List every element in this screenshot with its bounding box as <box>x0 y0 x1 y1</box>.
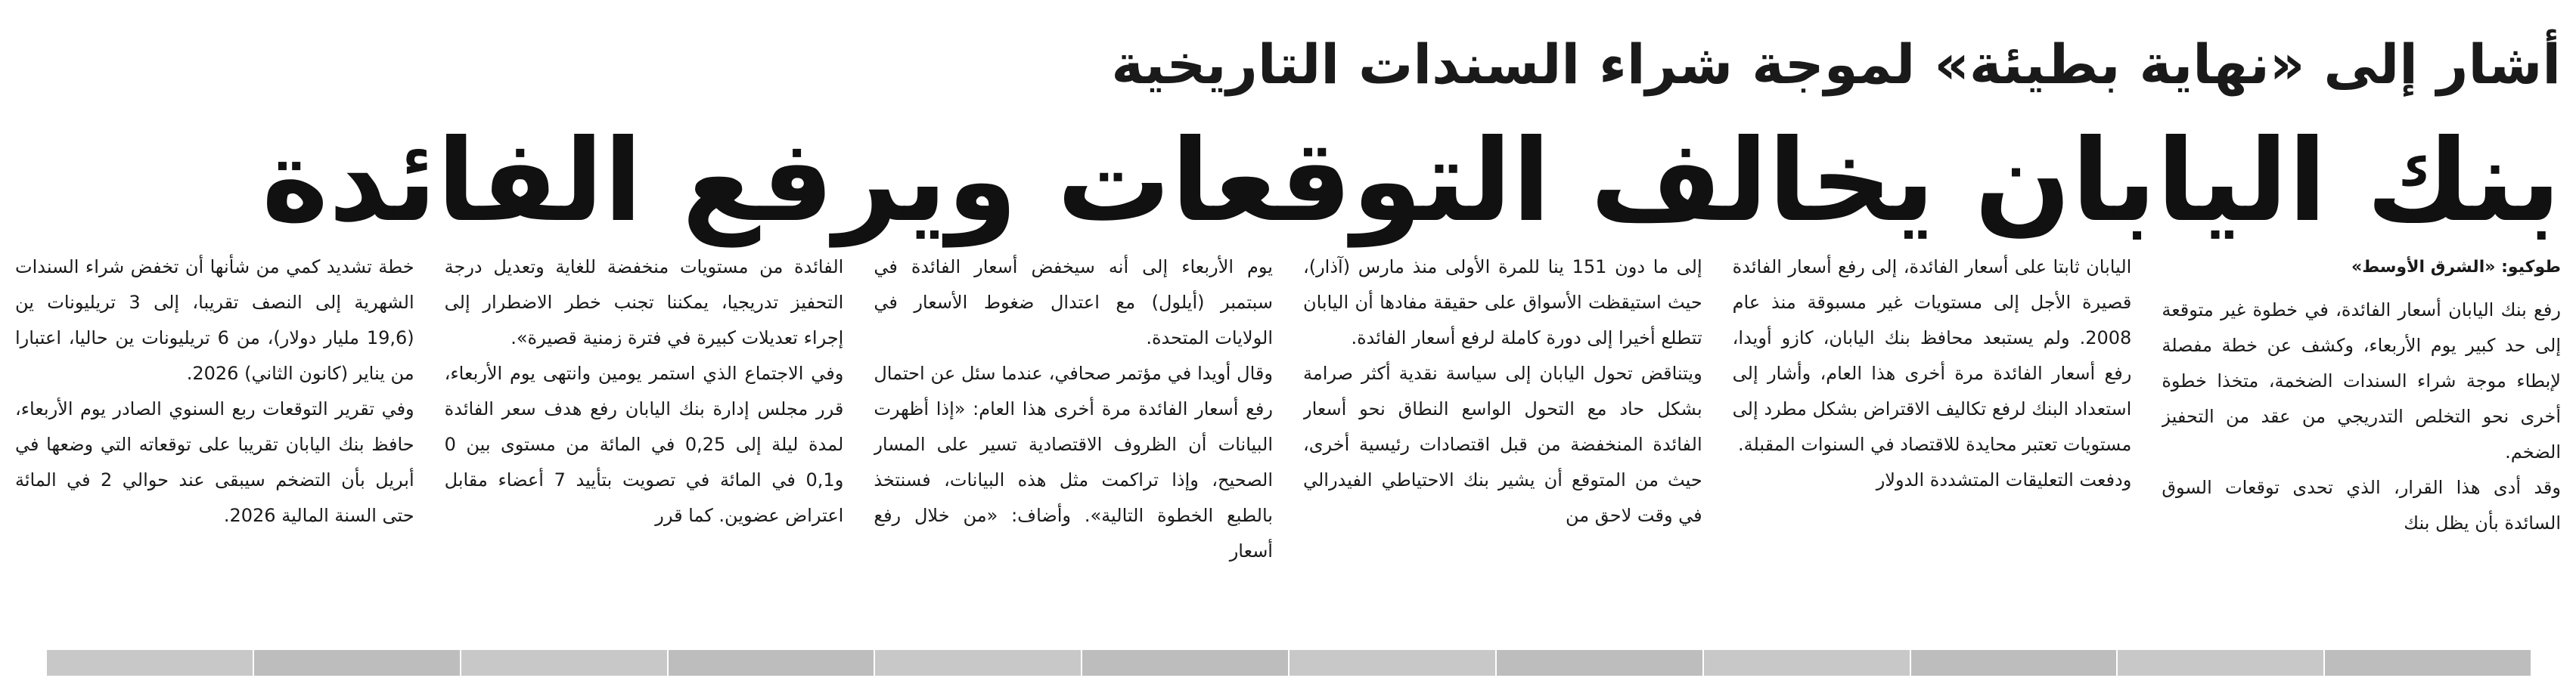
kicker-subheadline: أشار إلى «نهاية بطيئة» لموجة شراء السندات التاريخية <box>1111 33 2561 96</box>
paragraph: وفي الاجتماع الذي استمر يومين وانتهى يوم الأربعاء، قرر مجلس إدارة بنك اليابان رفع هدف سعر الفائدة لمدة ليلة إلى 0,25 في المائة من مستوى بين 0 و0,1 في المائة في تصويت بتأييد 7 أعضاء مقابل اعتراض عضوين. كما قرر <box>444 363 844 526</box>
article-column-4 <box>874 249 1273 642</box>
bar-segment <box>874 650 1081 676</box>
paragraph: وقال أويدا في مؤتمر صحافي، عندما سئل عن احتمال رفع أسعار الفائدة مرة أخرى هذا العام: «إذا أظهرت البيانات أن الظروف الاقتصادية تسير على المسار الصحيح، وإذا تراكمت مثل هذه البيانات، فسنتخذ بالطبع الخطوة التالية». وأضاف: «من خلال رفع أسعار <box>874 363 1273 562</box>
bar-segment <box>1702 650 1910 676</box>
paragraph: ويتناقض تحول اليابان إلى سياسة نقدية أكثر صرامة بشكل حاد مع التحول الواسع النطاق نحو أسعار الفائدة المنخفضة من قبل اقتصادات رئيسية أخرى، حيث من المتوقع أن يشير بنك الاحتياطي الفيدرالي في وقت لاحق من <box>1302 363 1702 526</box>
page-title: بنك اليابان يخالف التوقعات ويرفع الفائدة <box>261 116 2561 247</box>
article-column-2 <box>1733 249 2132 642</box>
paragraph: إلى ما دون 151 ينا للمرة الأولى منذ مارس (آذار)، حيث استيقظت الأسواق على حقيقة مفادها أن اليابان تتطلع أخيرا إلى دورة كاملة لرفع أسعار الفائدة. <box>1302 256 1702 348</box>
bar-segment <box>2323 650 2531 676</box>
article-column-5 <box>445 249 844 642</box>
paragraph: وقد أدى هذا القرار، الذي تحدى توقعات السوق السائدة بأن يظل بنك <box>2162 477 2561 534</box>
article-column-1 <box>2162 249 2561 642</box>
paragraph: اليابان ثابتا على أسعار الفائدة، إلى رفع أسعار الفائدة قصيرة الأجل إلى مستويات غير مسبوقة منذ عام 2008. ولم يستبعد محافظ بنك اليابان، كازو أويدا، رفع أسعار الفائدة مرة أخرى هذا العام، وأشار إلى استعداد البنك لرفع تكاليف الاقتراض بشكل مطرد إلى مستويات تعتبر محايدة للاقتصاد في السنوات المقبلة. <box>1732 256 2132 455</box>
paragraph: يوم الأربعاء إلى أنه سيخفض أسعار الفائدة في سبتمبر (أيلول) مع اعتدال ضغوط الأسعار في الولايات المتحدة. <box>874 256 1273 348</box>
paragraph: رفع بنك اليابان أسعار الفائدة، في خطوة غير متوقعة إلى حد كبير يوم الأربعاء، وكشف عن خطة مفصلة لإبطاء موجة شراء السندات الضخمة، متخذا خطوة أخرى نحو التخلص التدريجي من عقد من التحفيز الضخم. <box>2162 299 2561 463</box>
bar-segment <box>253 650 460 676</box>
footer-divider-bar <box>45 650 2531 676</box>
paragraph: خطة تشديد كمي من شأنها أن تخفض شراء السندات الشهرية إلى النصف تقريبا، إلى 3 تريليونات ين (19,6 مليار دولار)، من 6 تريليونات ين حاليا، اعتبارا من يناير (كانون الثاني) 2026. <box>14 256 414 384</box>
bar-segment <box>1495 650 1702 676</box>
paragraph: وفي تقرير التوقعات ربع السنوي الصادر يوم الأربعاء، حافظ بنك اليابان تقريبا على توقعاته التي وضعها في أبريل بأن التضخم سيبقى عند حوالي 2 في المائة حتى السنة المالية 2026. <box>14 398 414 526</box>
bar-segment <box>460 650 667 676</box>
bar-segment <box>1910 650 2117 676</box>
bar-segment <box>2116 650 2323 676</box>
byline: طوكيو: «الشرق الأوسط» <box>2351 258 2561 277</box>
bar-segment <box>667 650 874 676</box>
paragraph: ودفعت التعليقات المتشددة الدولار <box>1876 469 2132 491</box>
bar-segment <box>1081 650 1288 676</box>
bar-segment <box>45 650 253 676</box>
article-column-6 <box>15 249 414 642</box>
bar-segment <box>1288 650 1495 676</box>
article-column-3 <box>1303 249 1702 642</box>
paragraph: الفائدة من مستويات منخفضة للغاية وتعديل درجة التحفيز تدريجيا، يمكننا تجنب خطر الاضطرار إلى إجراء تعديلات كبيرة في فترة زمنية قصيرة». <box>444 256 844 348</box>
article-body <box>15 249 2561 642</box>
